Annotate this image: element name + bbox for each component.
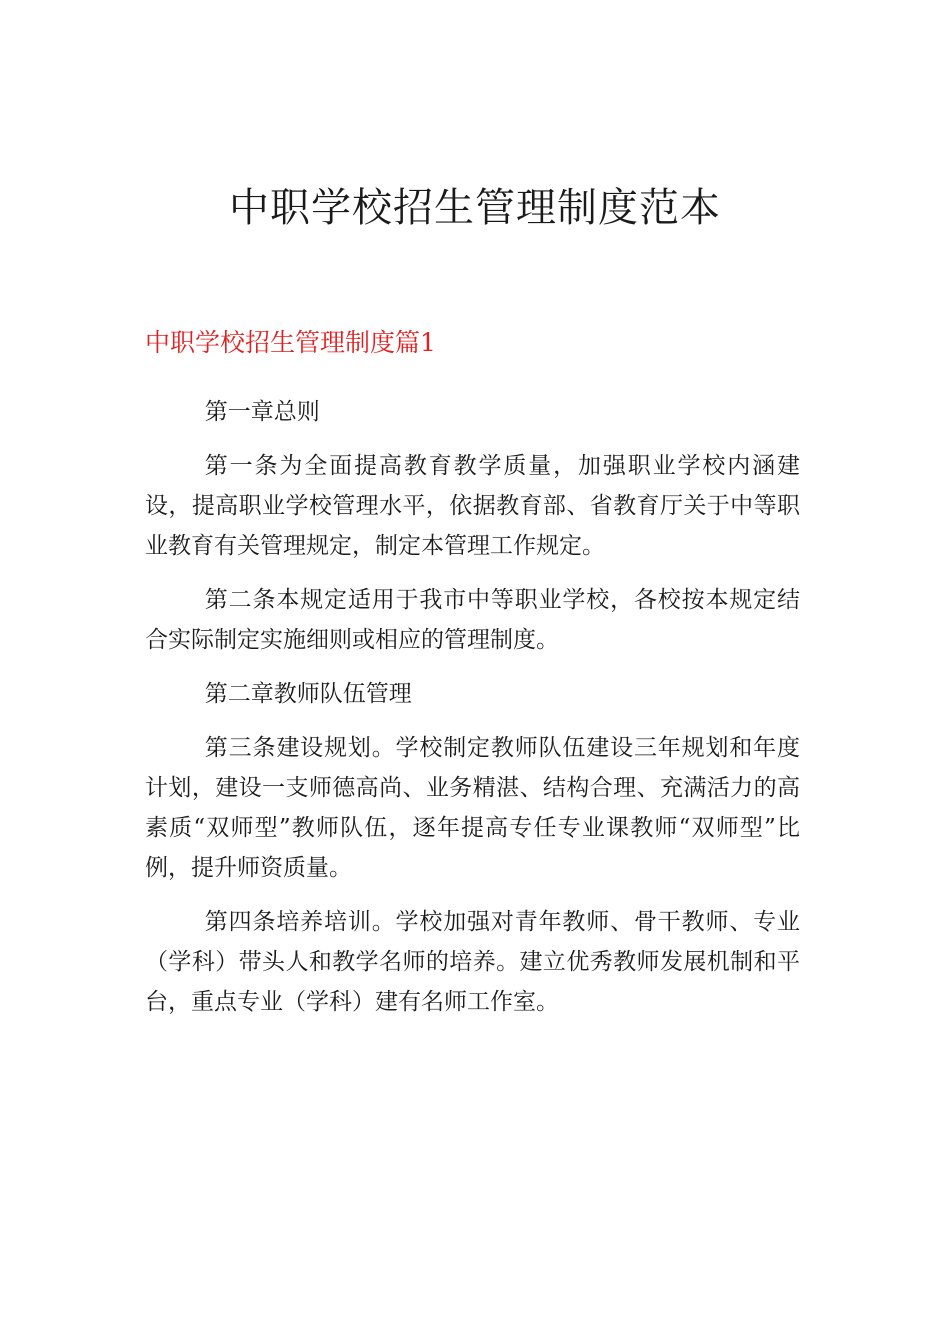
document-title: 中职学校招生管理制度范本 [229,185,721,231]
document-body [145,385,800,1029]
article-three: 第三条建设规划。学校制定教师队伍建设三年规划和年度计划，建设一支师德高尚、业务精湛、结构合理、充满活力的高素质“双师型”教师队伍，逐年提高专任专业课教师“双师型”比例，提升师资质量。 [145,735,800,881]
article-four: 第四条培养培训。学校加强对青年教师、骨干教师、专业（学科）带头人和教学名师的培养。建立优秀教师发展机制和平台，重点专业（学科）建有名师工作室。 [145,909,800,1015]
chapter-two-heading: 第二章教师队伍管理 [204,681,412,707]
article-one: 第一条为全面提高教育教学质量，加强职业学校内涵建设，提高职业学校管理水平，依据教育部、省教育厅关于中等职业教育有关管理规定，制定本管理工作规定。 [145,453,800,559]
section-heading: 中职学校招生管理制度篇1 [145,328,436,357]
article-two: 第二条本规定适用于我市中等职业学校，各校按本规定结合实际制定实施细则或相应的管理制度。 [145,587,800,653]
chapter-one-heading: 第一章总则 [204,399,320,425]
